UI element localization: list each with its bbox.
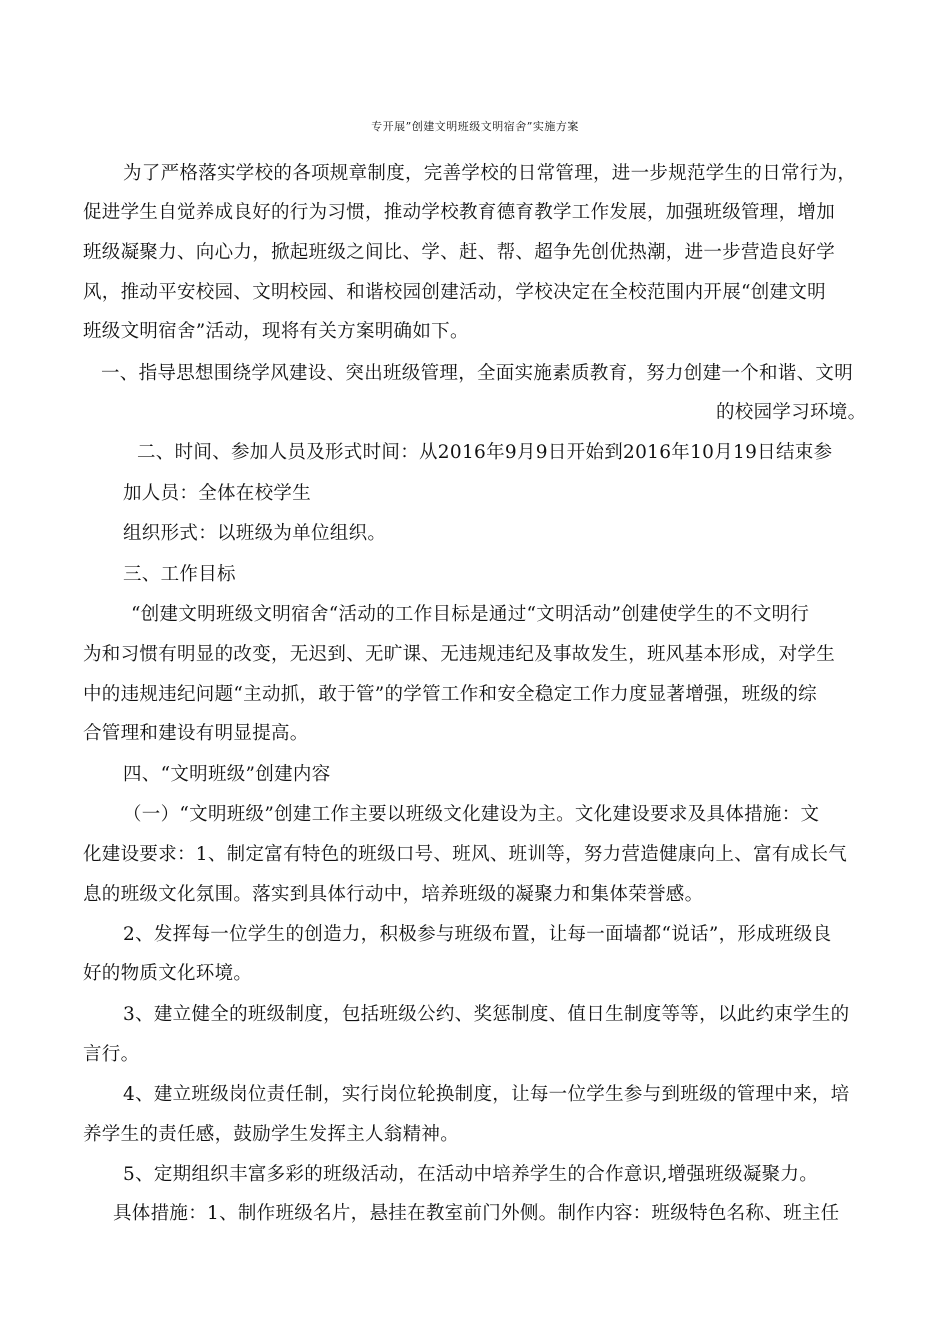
section-heading-line: 二、时间、参加人员及形式时间：从2016年9月9日开始到2016年10月19日结束参	[137, 442, 833, 463]
paragraph-line: 2、发挥每一位学生的创造力，积极参与班级布置，让每一面墙都“说话”，形成班级良	[123, 924, 832, 945]
paragraph-line: 息的班级文化氛围。落实到具体行动中，培养班级的凝聚力和集体荣誉感。	[83, 884, 704, 905]
paragraph-line: （一）“文明班级”创建工作主要以班级文化建设为主。文化建设要求及具体措施：文	[123, 804, 820, 825]
paragraph-line: 为和习惯有明显的改变，无迟到、无旷课、无违规违纪及事故发生，班风基本形成，对学生	[83, 644, 836, 665]
paragraph-line: 班级文明宿舍”活动，现将有关方案明确如下。	[83, 321, 469, 342]
paragraph-line: “创建文明班级文明宿舍“活动的工作目标是通过“文明活动”创建使学生的不文明行	[131, 604, 810, 625]
document-title: 专开展”创建文明班级文明宿舍”实施方案	[371, 120, 579, 133]
paragraph-line: 组织形式：以班级为单位组织。	[123, 523, 387, 544]
paragraph-line: 3、建立健全的班级制度，包括班级公约、奖惩制度、值日生制度等等，以此约束学生的	[123, 1004, 850, 1025]
paragraph-line: 养学生的责任感，鼓励学生发挥主人翁精神。	[83, 1124, 460, 1145]
paragraph-line: 为了严格落实学校的各项规章制度，完善学校的日常管理，进一步规范学生的日常行为，	[123, 163, 857, 184]
section-heading-line: 三、工作目标	[123, 564, 236, 585]
paragraph-line: 促进学生自觉养成良好的行为习惯，推动学校教育德育教学工作发展，加强班级管理，增加	[83, 202, 836, 223]
paragraph-line: 好的物质文化环境。	[83, 963, 253, 984]
paragraph-line: 化建设要求：1、制定富有特色的班级口号、班风、班训等，努力营造健康向上、富有成长气	[83, 844, 848, 865]
section-heading-line: 一、指导思想围绕学风建设、突出班级管理，全面实施素质教育，努力创建一个和谐、文明	[101, 363, 854, 384]
paragraph-line: 中的违规违纪问题“主动抓，敢于管”的学管工作和安全稳定工作力度显著增强，班级的综	[83, 684, 817, 705]
paragraph-line: 风，推动平安校园、文明校园、和谐校园创建活动，学校决定在全校范围内开展“创建文明	[83, 282, 826, 303]
paragraph-line: 具体措施：1、制作班级名片，悬挂在教室前门外侧。制作内容：班级特色名称、班主任	[113, 1203, 840, 1224]
paragraph-line: 言行。	[83, 1044, 140, 1065]
paragraph-line: 加人员：全体在校学生	[123, 483, 312, 504]
paragraph-line: 合管理和建设有明显提高。	[83, 723, 309, 744]
section-heading-line: 四、“文明班级”创建内容	[123, 764, 331, 785]
paragraph-line: 的校园学习环境。	[716, 402, 867, 423]
paragraph-line: 班级凝聚力、向心力，掀起班级之间比、学、赶、帮、超争先创优热潮，进一步营造良好学	[83, 242, 836, 263]
paragraph-line: 5、定期组织丰富多彩的班级活动，在活动中培养学生的合作意识,增强班级凝聚力。	[123, 1164, 819, 1185]
paragraph-line: 4、建立班级岗位责任制，实行岗位轮换制度，让每一位学生参与到班级的管理中来，培	[123, 1084, 850, 1105]
